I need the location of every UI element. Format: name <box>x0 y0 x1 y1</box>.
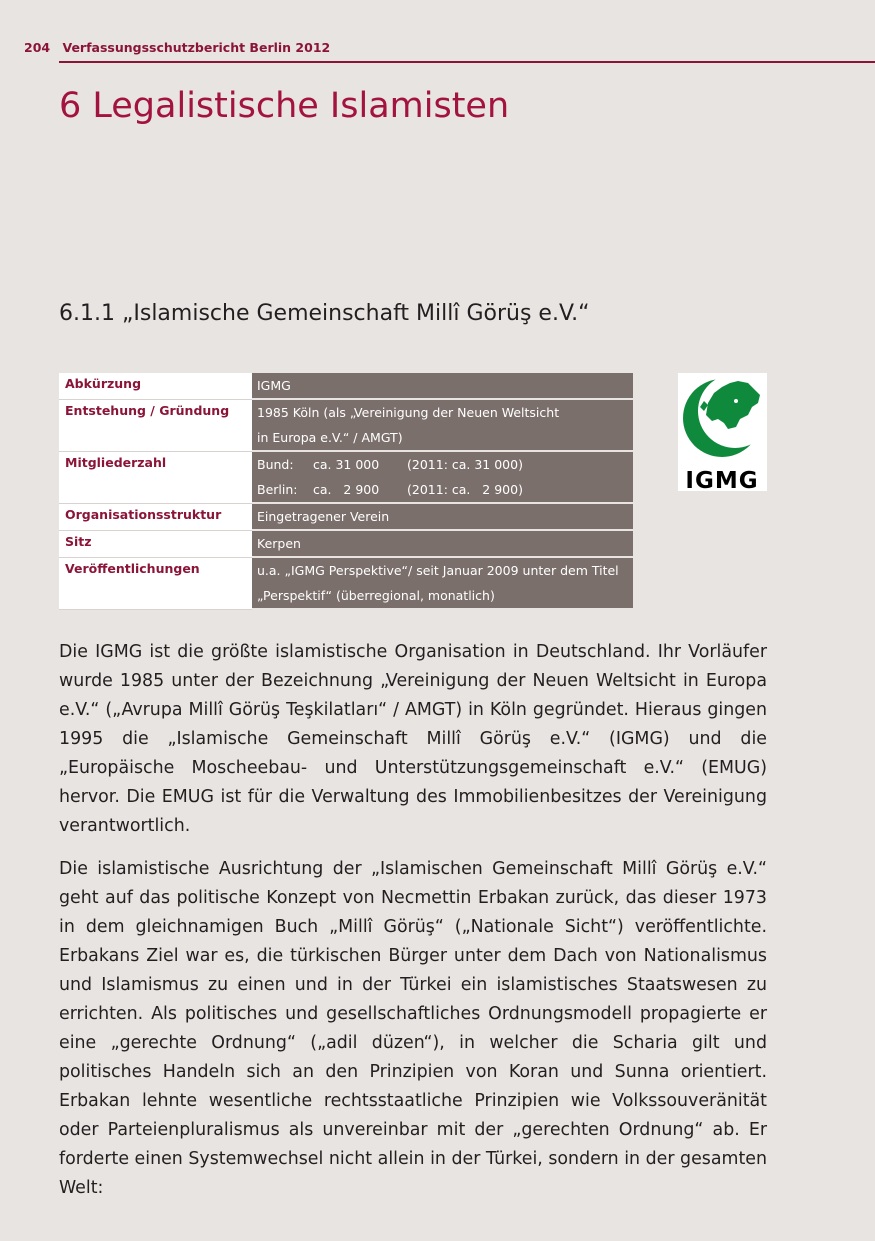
paragraph: Die islamistische Ausrichtung der „Islamischen Gemeinschaft Millî Görüş e.V.“ geht auf das politische Konzept von Necmettin Erbakan zurück, das dieser 1973 in dem gleichnamigen Buch „Millî Görüş“ („Nationale Sicht“) veröffentlichte. Erbakans Ziel war es, die türkischen Bürger unter dem Dach von Nationalismus und Islamismus zu einen und in der Türkei ein islamistisches Staatswesen zu errichten. Als politisches und gesellschaftliches Ordnungsmodell propagierte er eine „gerechte Ordnung“ („adil düzen“), in welcher die Scharia gilt und politisches Handeln sich an den Prinzipien von Koran und Sunna orientiert. Erbakan lehnte wesentliche rechtsstaatliche Prinzipien wie Volkssouveränität oder Parteienpluralismus als unvereinbar mit der „gerechten Ordnung“ ab. Er forderte einen Systemwechsel nicht allein in der Türkei, sondern in der gesamten Welt: <box>59 859 767 1198</box>
member-line-bund <box>257 452 628 477</box>
fact-row-abkuerzung <box>59 373 633 399</box>
fact-value <box>252 399 633 451</box>
running-title: Verfassungsschutzbericht Berlin 2012 <box>62 40 331 55</box>
member-count: ca. 2 900 <box>313 482 380 497</box>
page-number: 204 <box>24 40 51 55</box>
paragraph: Die IGMG ist die größte islamistische Organisation in Deutschland. Ihr Vorläufer wurde 1985 unter der Bezeichnung „Vereinigung der Neuen Weltsicht in Europa e.V.“ („Avrupa Millî Görüş Teşkilatları“ / AMGT) in Köln gegründet. Hieraus gingen 1995 die „Islamische Gemeinschaft Millî Görüş e.V.“ (IGMG) und die „Europäische Moscheebau- und Unterstützungsgemeinschaft e.V.“ (EMUG) hervor. Die EMUG ist für die Verwaltung des Immobilienbesitzes der Vereinigung verantwortlich. <box>59 642 767 836</box>
fact-value <box>252 530 633 557</box>
fact-value-line: 1985 Köln (als „Vereinigung der Neuen Weltsicht <box>257 405 560 420</box>
fact-label: Mitgliederzahl <box>59 451 252 503</box>
fact-value <box>252 373 633 399</box>
fact-value <box>252 557 633 609</box>
fact-value-line: u.a. „IGMG Perspektive“/ seit Januar 2009 unter dem Titel <box>257 563 619 578</box>
igmg-logo <box>678 373 767 491</box>
fact-label: Veröffentlichungen <box>59 557 252 609</box>
fact-value-line: in Europa e.V.“ / AMGT) <box>257 430 403 445</box>
igmg-logo-icon <box>678 373 767 491</box>
member-count: ca. 31 000 <box>313 457 380 472</box>
running-header <box>24 40 330 55</box>
fact-value-line: Kerpen <box>257 536 301 551</box>
fact-value <box>252 451 633 503</box>
member-place: Berlin: <box>257 482 298 497</box>
body-text <box>59 638 767 1217</box>
fact-row-mitgliederzahl <box>59 451 633 503</box>
fact-table <box>59 373 633 610</box>
logo-star <box>734 399 738 403</box>
fact-value-line: IGMG <box>257 378 291 393</box>
header-rule <box>59 61 875 63</box>
logo-text: IGMG <box>685 468 759 491</box>
fact-label: Organisationsstruktur <box>59 503 252 530</box>
fact-row-veroeffentlichungen <box>59 557 633 609</box>
section-title: 6.1.1 „Islamische Gemeinschaft Millî Görüş e.V.“ <box>59 301 590 326</box>
chapter-title: 6 Legalistische Islamisten <box>59 86 510 126</box>
fact-label: Entstehung / Gründung <box>59 399 252 451</box>
member-line-berlin <box>257 477 628 502</box>
fact-row-sitz <box>59 530 633 557</box>
fact-row-organisationsstruktur <box>59 503 633 530</box>
member-prev-count: (2011: ca. 31 000) <box>407 457 523 472</box>
fact-label: Sitz <box>59 530 252 557</box>
fact-value-line: „Perspektif“ (überregional, monatlich) <box>257 588 495 603</box>
fact-value <box>252 503 633 530</box>
fact-value-line: Eingetragener Verein <box>257 509 390 524</box>
fact-label: Abkürzung <box>59 373 252 399</box>
fact-row-gruendung <box>59 399 633 451</box>
member-place: Bund: <box>257 457 294 472</box>
member-prev-count: (2011: ca. 2 900) <box>407 482 523 497</box>
